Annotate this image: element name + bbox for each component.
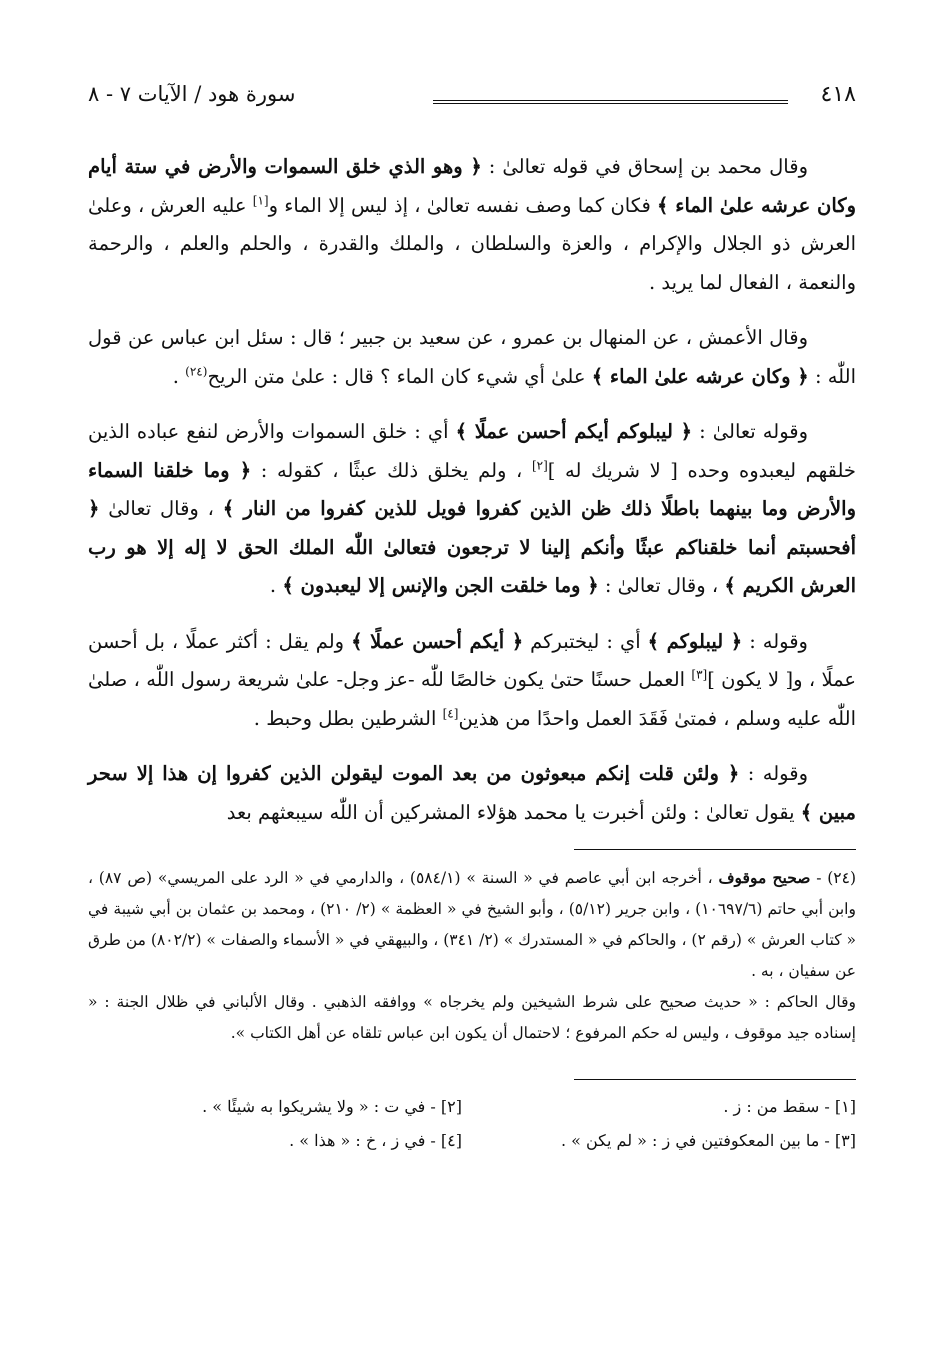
text-run: . bbox=[269, 574, 283, 597]
text-run: عليه العرش ، وعلىٰ العرش ذو الجلال والإكرام ، والعزة والسلطان ، والملك والقدرة ، والحلم والعلم ، والرحمة والنعمة ، الفعال لما يريد . bbox=[88, 193, 856, 294]
footnote-marker: [١] bbox=[252, 193, 269, 207]
variant-notes bbox=[88, 1092, 856, 1156]
text-run: وقوله تعالىٰ : bbox=[692, 420, 809, 443]
text-run: ولم يقل : أكثر عملًا ، بل أحسن عملًا ، و[ لا يكون ] bbox=[88, 629, 856, 691]
footnote-marker: [٣] bbox=[691, 667, 708, 682]
quran-quote: صحيح موقوف bbox=[718, 868, 811, 887]
text-run: وقوله : bbox=[742, 629, 808, 653]
text-run: أي : خلق السموات والأرض لنفع عباده الذين خلقهم ليعبدوه وحده [ لا شريك له ] bbox=[88, 420, 856, 482]
note-1: [١] - سقط من : ز . bbox=[723, 1097, 856, 1116]
footnote-separator bbox=[574, 849, 856, 850]
quran-quote: ﴿ ليبلوكم أيكم أحسن عملًا ﴾ bbox=[455, 420, 693, 443]
quran-quote: ﴿ ليبلوكم ﴾ bbox=[647, 629, 743, 653]
quran-quote: ﴿ أيكم أحسن عملًا ﴾ bbox=[351, 629, 524, 653]
quran-quote: ﴿ وكان عرشه علىٰ الماء ﴾ bbox=[591, 364, 809, 388]
footnote-24-continuation: وقال الحاكم : « حديث صحيح على شرط الشيخين ولم يخرجاه » ووافقه الذهبي . وقال الألباني في ظلال الجنة : « إسناده جيد موقوف ، وليس له حكم المرفوع ؛ لاحتمال أن يكون ابن عباس تلقاه عن أهل الكتاب ». bbox=[88, 993, 856, 1042]
quran-quote: ﴿ وما خلقت الجن والإنس إلا ليعبدون ﴾ bbox=[282, 574, 599, 597]
notes-separator bbox=[574, 1079, 856, 1080]
paragraph bbox=[88, 319, 856, 396]
text-run: علىٰ أي شيء كان الماء ؟ قال : علىٰ متن الريح bbox=[207, 364, 592, 388]
paragraph bbox=[88, 148, 856, 302]
page bbox=[88, 70, 856, 1156]
note-4: [٤] - في ز ، خ : « هذا » . bbox=[289, 1131, 462, 1150]
text-run: . bbox=[172, 364, 186, 388]
text-run: ، أخرجه ابن أبي عاصم في « السنة » (٥٨٤/١) ، والدارمي في « الرد على المريسي» (ص ٨٧) ، وابن أبي حاتم (١٠٦٩٧/٦) ، وابن جرير (٥/١٢) ، وأبو الشيخ في « العظمة » (٢/ ٢١٠) ، ومحمد بن عثمان بن أبي شيبة في « كتاب العرش » (رقم ٢) ، والحاكم في « المستدرك » (٢/ ٣٤١) ، والبيهقي في « الأسماء والصفات » (٨٠٢/٢) من طرق عن سفيان ، به . bbox=[88, 869, 856, 980]
text-run: وقال محمد بن إسحاق في قوله تعالىٰ : bbox=[481, 155, 808, 178]
text-run: ، وقال تعالىٰ bbox=[99, 497, 223, 520]
quran-quote: ﴿ وما خلقنا السماء والأرض وما بينهما باطلًا ذلك ظن الذين كفروا فويل للذين كفروا من النار ﴾ bbox=[88, 458, 856, 520]
footnote-marker: [٤] bbox=[442, 706, 459, 720]
text-run: وقال الأعمش ، عن المنهال بن عمرو ، عن سعيد بن جبير ؛ قال : سئل ابن عباس عن قول اللّٰه : bbox=[88, 326, 856, 388]
footnote-24 bbox=[88, 862, 856, 987]
note-2: [٢] - في ت : « ولا يشريكوا به شيئًا » . bbox=[202, 1097, 462, 1116]
text-run: وقوله : bbox=[739, 762, 808, 785]
text-run: فكان كما وصف نفسه تعالىٰ ، إذ ليس إلا الماء و bbox=[268, 193, 658, 217]
paragraph bbox=[88, 755, 856, 832]
paragraph bbox=[88, 413, 856, 606]
text-run: ، ولم يخلق ذلك عبثًا ، كقوله : bbox=[251, 458, 532, 482]
page-header bbox=[88, 70, 856, 122]
quran-quote: ﴿ أفحسبتم أنما خلقناكم عبثًا وأنكم إلينا لا ترجعون فتعالىٰ اللّٰه الملك الحق لا إله إلا هو رب العرش الكريم ﴾ bbox=[88, 497, 856, 597]
text-run: يقول تعالىٰ : ولئن أخبرت يا محمد هؤلاء المشركين أن اللّٰه سيبعثهم بعد bbox=[226, 800, 801, 824]
quran-quote: ﴿ ولئن قلت إنكم مبعوثون من بعد الموت ليقولن الذين كفروا إن هذا إلا سحر مبين ﴾ bbox=[88, 762, 856, 824]
footnote-marker: (٢٤) bbox=[185, 364, 208, 378]
running-title: سورة هود / الآيات ٧ - ٨ bbox=[88, 82, 296, 106]
footnote-marker: [٢] bbox=[531, 458, 548, 472]
text-run: العمل حسنًا حتىٰ يكون خالصًا للّٰه -عز وجل- علىٰ شريعة رسول اللّٰه ، صلىٰ اللّٰه عليه وسلم ، فمتىٰ فَقَدَ العمل واحدًا من هذين bbox=[88, 668, 856, 730]
main-text bbox=[88, 148, 856, 832]
text-run: ، وقال تعالىٰ : bbox=[598, 574, 725, 597]
text-run: الشرطين بطل وحبط . bbox=[253, 706, 443, 730]
quran-quote: ﴿ وهو الذي خلق السموات والأرض في ستة أيام وكان عرشه علىٰ الماء ﴾ bbox=[88, 155, 856, 217]
page-number: ٤١٨ bbox=[820, 82, 856, 107]
text-run: أي : ليختبركم bbox=[523, 629, 648, 653]
text-run: (٢٤) - bbox=[810, 869, 857, 887]
note-3: [٣] - ما بين المعكوفتين في ز : « لم يكن » . bbox=[560, 1131, 856, 1150]
header-rule bbox=[433, 100, 788, 107]
paragraph bbox=[88, 623, 856, 739]
